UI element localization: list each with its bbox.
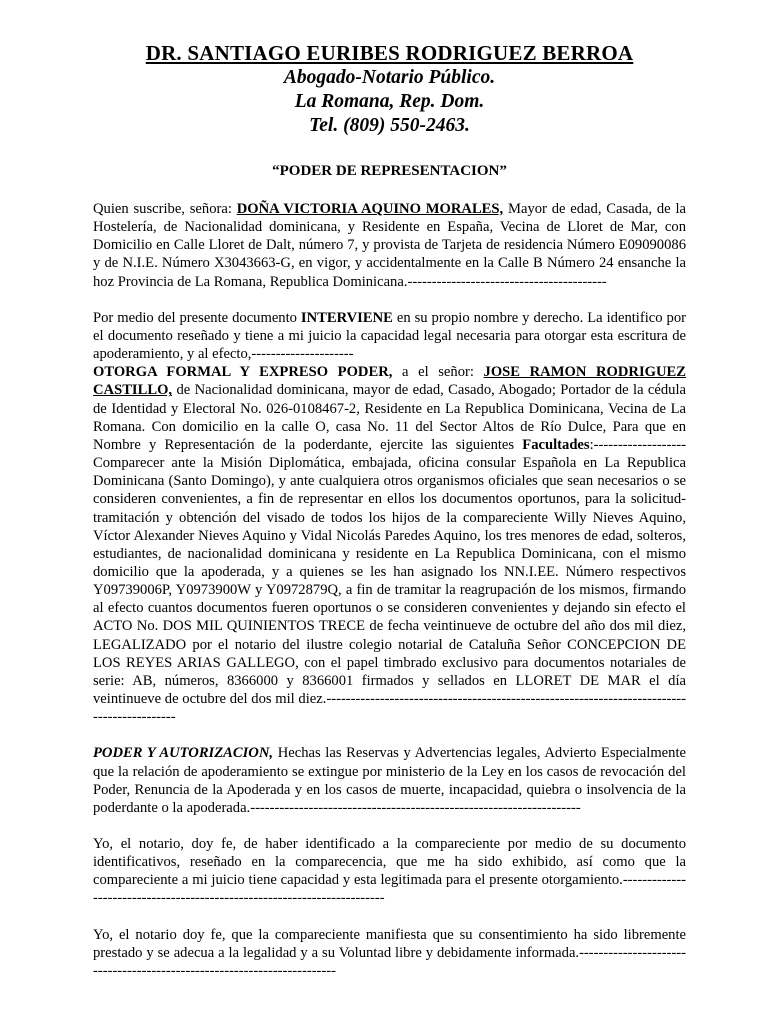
notary-city: La Romana, Rep. Dom. <box>294 91 485 112</box>
p3-tail: :------------------- Comparecer ante la Misión Diplomática, embajada, oficina consular Española en La Republica Dominicana (Santo Domingo), y ante cualquiera otros organismos oficiales que sean necesarios o se consideren convenientes, a fin de representar en ellos los documentos oportunos, para la solicitud-tramitación y obtención del visado de todos los hijos de la compareciente Willy Nieves Aquino, Víctor Alexander Nieves Aquino y Vidal Nicolás Paredes Aquino, los tres menores de edad, solteros, estudiantes, de nacionalidad dominicana y residente en La Republica Dominicana, con el mismo domicilio que la apoderada, y a quienes se les han asignado los NN.I.EE. Número respectivos Y09739006P, Y0973900W y Y0972879Q, a fin de tramitar la reagrupación de los mismos, firmando al efecto cuantos documentos fueren oportunos o se consideren convenientes y dejando sin efecto el ACTO No. DOS MIL QUINIENTOS TRECE de fecha veintinueve de octubre del año dos mil diez, LEGALIZADO por el notario del ilustre colegio notarial de Cataluña Señor CONCEPCION DE LOS REYES ARIAS GALLEGO, con el papel timbrado exclusivo para documentos notariales de serie: AB, números, 8366000 y 8366001 firmados y sellados en LLORET DE MAR el día veintinueve de octubre del dos mil diez.------------------------------------------------------------------------------------------- <box>93 436 686 726</box>
p2-post: en su propio nombre y derecho. La identifico por el documento reseñado y tiene a mi juicio la capacidad legal necesaria para otorgar esta escritura de apoderamiento, y al efecto,--------------------- <box>93 309 686 363</box>
p1-pre: Quien suscribe, señora: <box>93 201 237 217</box>
grantor-name: DOÑA VICTORIA AQUINO MORALES, <box>236 201 504 217</box>
document-title: “PODER DE REPRESENTACION” <box>272 163 507 179</box>
p4-post: Hechas las Reservas y Advertencias legales, Advierto Especialmente que la relación de apoderamiento se extingue por ministerio de la Ley en los casos de revocación del Poder, Renuncia de la Apoderada y en los casos de muerte, incapacidad, quiebra o insolvencia de la poderdante o la apoderada.-------------------------------------------------------------------- <box>93 745 686 816</box>
p2-pre: Por medio del presente documento <box>93 309 301 326</box>
paragraph-intervention <box>93 309 686 363</box>
p1-post: Mayor de edad, Casada, de la Hostelería, de Nacionalidad dominicana, y Residente en España, Vecina de Lloret de Mar, con Domicilio en Calle Lloret de Dalt, número 7, y provista de Tarjeta de residencia Número E09090086 y de N.I.E. Número X3043663-G, en vigor, y accidentalmente en la Calle B Número 24 ensanche la hoz Provincia de La Romana, Republica Dominicana.----------------------------------------- <box>93 201 686 290</box>
p3-post: de Nacionalidad dominicana, mayor de edad, Casado, Abogado; Portador de la cédula de Identidad y Electoral No. 026-0108467-2, Residente en La Republica Dominicana, Vecina de La Romana. Con domicilio en la calle O, casa No. 11 del Sector Altos de Río Dulce, Para que en Nombre y Representación de la poderdante, ejercite las siguientes <box>93 382 686 453</box>
letterhead <box>93 40 686 138</box>
intervention-keyword: INTERVIENE <box>300 309 393 326</box>
notary-role: Abogado-Notario Público. <box>283 67 496 88</box>
paragraph-appearer <box>93 200 686 291</box>
grant-heading: OTORGA FORMAL Y EXPRESO PODER, <box>93 364 393 381</box>
notary-phone: Tel. (809) 550-2463. <box>309 115 470 136</box>
notary-name: DR. SANTIAGO EURIBES RODRIGUEZ BERROA <box>145 41 634 65</box>
authorization-heading: PODER Y AUTORIZACION, <box>93 745 274 762</box>
paragraph-authorization <box>93 744 686 817</box>
paragraph-identification: Yo, el notario, doy fe, de haber identificado a la compareciente por medio de su documento identificativos, reseñado en la comparecencia, que me ha sido exhibido, así como que la compareciente a mi juicio tiene capacidad y esta legitimada para el presente otorgamiento.------------------------------------------------------------------------- <box>93 836 686 907</box>
attorney-name: JOSE RAMON RODRIGUEZ CASTILLO, <box>93 364 686 399</box>
faculties-keyword: Facultades <box>522 436 590 453</box>
paragraph-power-grant <box>93 363 686 726</box>
paragraph-consent: Yo, el notario doy fe, que la compareciente manifiesta que su consentimiento ha sido libremente prestado y se adecua a la legalidad y a su Voluntad libre y debidamente informada.------------------------------------------------------------------------ <box>93 926 686 979</box>
p3-mid: a el señor: <box>392 364 484 381</box>
